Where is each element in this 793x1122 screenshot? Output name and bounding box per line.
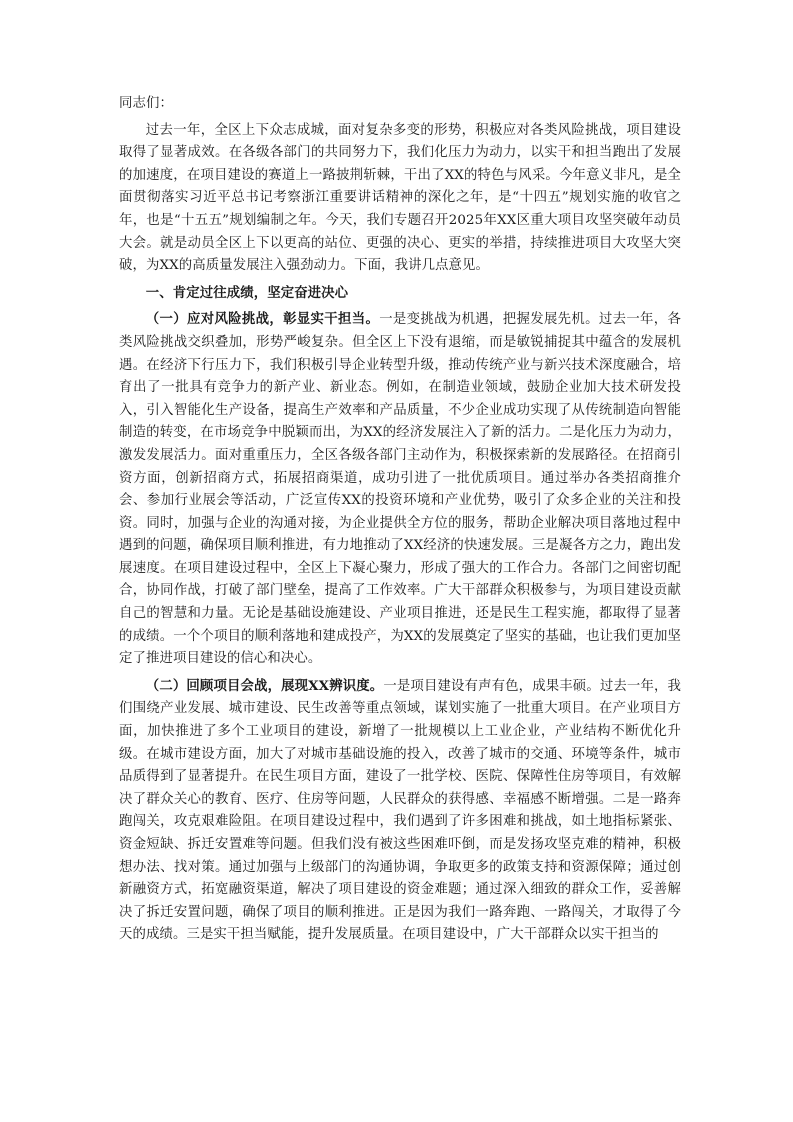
document-body: [119, 93, 681, 947]
section-heading: 一、肯定过往成绩，坚定奋进决心: [145, 284, 349, 301]
subsection-2-body: 一是项目建设有声有色，成果丰硕。过去一年，我们围绕产业发展、城市建设、民生改善等重点领域，谋划实施了一批重大项目。在产业项目方面，加快推进了多个工业项目的建设，新增了一批规模以上工业企业，产业结构不断优化升级。在城市建设方面，加大了对城市基础设施的投入，改善了城市的交通、环境等条件，城市品质得到了显著提升。在民生项目方面，建设了一批学校、医院、保障性住房等项目，有效解决了群众关心的教育、医疗、住房等问题，人民群众的获得感、幸福感不断增强。二是一路奔跑闯关，攻克艰难险阻。在项目建设过程中，我们遇到了许多困难和挑战，如土地指标紧张、资金短缺、拆迁安置难等问题。但我们没有被这些困难吓倒，而是发扬攻坚克难的精神，积极想办法、找对策。通过加强与上级部门的沟通协调，争取更多的政策支持和资源保障；通过创新融资方式，拓宽融资渠道，解决了项目建设的资金难题；通过深入细致的群众工作，妥善解决了拆迁安置问题，确保了项目的顺利推进。正是因为我们一路奔跑、一路闯关，才取得了今天的成绩。三是实干担当赋能，提升发展质量。在项目建设中，广大干部群众以实干担当的: [119, 678, 682, 943]
subsection-1-body: 一是变挑战为机遇，把握发展先机。过去一年，各类风险挑战交织叠加，形势严峻复杂。但全区上下没有退缩，而是敏锐捕捉其中蕴含的发展机遇。在经济下行压力下，我们积极引导企业转型升级，推动传统产业与新兴技术深度融合，培育出了一批具有竞争力的新产业、新业态。例如，在制造业领域，鼓励企业加大技术研发投入，引入智能化生产设备，提高生产效率和产品质量，不少企业成功实现了从传统制造向智能制造的转变，在市场竞争中脱颖而出，为XX的经济发展注入了新的活力。二是化压力为动力，激发发展活力。面对重重压力，全区各级各部门主动作为，积极探索新的发展路径。在招商引资方面，创新招商方式，拓展招商渠道，成功引进了一批优质项目。通过举办各类招商推介会、参加行业展会等活动，广泛宣传XX的投资环境和产业优势，吸引了众多企业的关注和投资。同时，加强与企业的沟通对接，为企业提供全方位的服务，帮助企业解决项目落地过程中遇到的问题，确保项目顺利推进，有力地推动了XX经济的快速发展。三是凝各方之力，跑出发展速度。在项目建设过程中，全区上下凝心聚力，形成了强大的工作合力。各部门之间密切配合，协同作战，打破了部门壁垒，提高了工作效率。广大干部群众积极参与，为项目建设贡献自己的智慧和力量。无论是基础设施建设、产业项目推进，还是民生工程实施，都取得了显著的成绩。一个个项目的顺利落地和建成投产，为XX的发展奠定了坚实的基础，也让我们更加坚定了推进项目建设的信心和决心。: [119, 312, 682, 667]
intro-paragraph: 过去一年，全区上下众志成城，面对复杂多变的形势，积极应对各类风险挑战，项目建设取得了显著成效。在各级各部门的共同努力下，我们化压力为动力，以实干和担当跑出了发展的加速度，在项目建设的赛道上一路披荆斩棘，干出了XX的特色与风采。今年意义非凡，是全面贯彻落实习近平总书记考察浙江重要讲话精神的深化之年，是“十四五”规划实施的收官之年，也是“十五五”规划编制之年。今天，我们专题召开2025年XX区重大项目攻坚突破年动员大会。就是动员全区上下以更高的站位、更强的决心、更实的举措，持续推进项目大攻坚大突破，为XX的高质量发展注入强劲动力。下面，我讲几点意见。: [119, 122, 681, 274]
subsection-1-paragraph: [119, 308, 681, 671]
subsection-2-title: （二）回顾项目会战，展现XX辨识度。: [145, 677, 384, 694]
subsection-2-paragraph: [119, 675, 681, 947]
salutation: 同志们：: [119, 96, 173, 111]
subsection-1-title: （一）应对风险挑战，彰显实干担当。: [145, 311, 380, 328]
